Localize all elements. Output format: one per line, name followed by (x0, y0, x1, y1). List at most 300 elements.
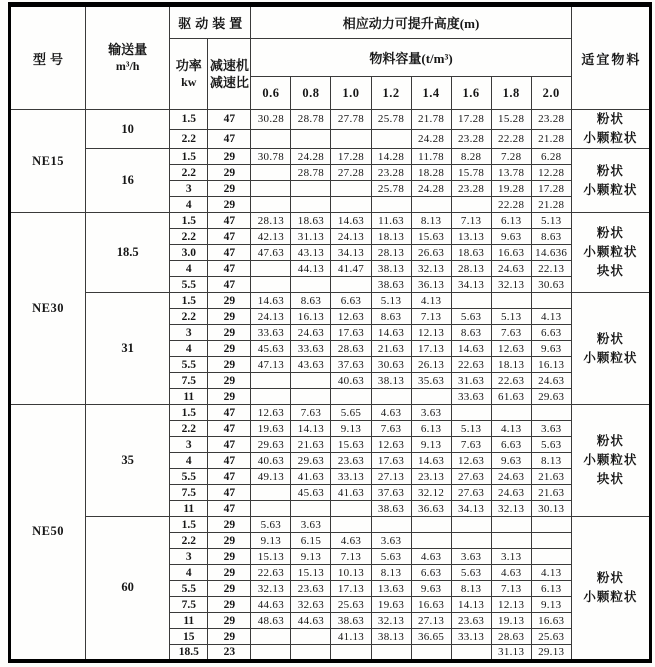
height-cell (251, 645, 291, 661)
height-cell: 14.63 (411, 453, 451, 469)
height-cell: 44.63 (291, 613, 331, 629)
height-cell: 23.28 (451, 181, 491, 197)
height-cell (331, 645, 371, 661)
height-cell: 11.63 (371, 213, 411, 229)
height-cell: 36.63 (411, 501, 451, 517)
height-cell: 41.13 (331, 629, 371, 645)
height-cell: 41.63 (291, 469, 331, 485)
height-cell: 31.63 (451, 373, 491, 389)
ratio-cell: 29 (208, 629, 251, 645)
table-row (10, 213, 651, 229)
height-cell: 61.63 (491, 389, 531, 405)
density-col-1.0: 1.0 (331, 77, 371, 110)
height-cell: 25.63 (531, 629, 571, 645)
ratio-cell: 29 (208, 165, 251, 181)
height-cell: 33.13 (451, 629, 491, 645)
height-cell: 4.13 (531, 565, 571, 581)
height-cell: 23.28 (451, 129, 491, 149)
model-cell: NE15 (10, 110, 86, 213)
ratio-cell: 29 (208, 309, 251, 325)
power-cell: 4 (170, 197, 208, 213)
height-cell: 26.13 (411, 357, 451, 373)
height-cell (411, 197, 451, 213)
height-cell: 14.28 (371, 149, 411, 165)
height-cell (371, 389, 411, 405)
ratio-cell: 47 (208, 245, 251, 261)
material-cell (571, 110, 650, 149)
height-cell: 19.13 (491, 613, 531, 629)
height-cell (251, 485, 291, 501)
power-cell: 4 (170, 261, 208, 277)
height-cell: 5.63 (451, 565, 491, 581)
height-cell (491, 517, 531, 533)
height-cell: 16.13 (531, 357, 571, 373)
height-cell: 24.63 (491, 469, 531, 485)
table-row (10, 405, 651, 421)
height-cell: 12.13 (491, 597, 531, 613)
height-cell: 14.13 (451, 597, 491, 613)
ratio-cell: 23 (208, 645, 251, 661)
ratio-cell: 29 (208, 357, 251, 373)
height-cell: 24.28 (411, 181, 451, 197)
height-cell: 21.28 (531, 129, 571, 149)
height-cell (251, 181, 291, 197)
height-cell: 25.78 (371, 110, 411, 130)
height-cell: 48.63 (251, 613, 291, 629)
height-cell: 23.63 (291, 581, 331, 597)
height-cell: 18.63 (451, 245, 491, 261)
height-cell: 13.63 (371, 581, 411, 597)
height-cell: 27.28 (331, 165, 371, 181)
height-cell (411, 533, 451, 549)
height-cell: 9.63 (411, 581, 451, 597)
ratio-cell: 29 (208, 613, 251, 629)
height-cell (291, 389, 331, 405)
height-cell: 17.13 (411, 341, 451, 357)
height-cell (411, 389, 451, 405)
ratio-cell: 29 (208, 581, 251, 597)
ratio-cell: 29 (208, 149, 251, 165)
height-cell: 21.63 (371, 341, 411, 357)
height-cell (451, 645, 491, 661)
material-cell (571, 213, 650, 293)
material-line: 小颗粒状 (583, 131, 638, 145)
height-cell: 28.13 (371, 245, 411, 261)
height-cell: 6.63 (491, 437, 531, 453)
table-row (10, 110, 651, 130)
header-reducer-ratio (208, 39, 251, 110)
height-cell: 4.13 (411, 293, 451, 309)
height-cell: 21.63 (531, 485, 571, 501)
density-col-1.6: 1.6 (451, 77, 491, 110)
height-cell: 27.78 (331, 110, 371, 130)
height-cell: 18.63 (291, 213, 331, 229)
height-cell: 15.63 (331, 437, 371, 453)
height-cell: 22.63 (451, 357, 491, 373)
height-cell: 9.63 (491, 229, 531, 245)
height-cell: 17.28 (531, 181, 571, 197)
height-cell (371, 129, 411, 149)
height-cell: 13.13 (451, 229, 491, 245)
height-cell: 41.47 (331, 261, 371, 277)
height-cell: 6.63 (411, 565, 451, 581)
height-cell: 18.13 (371, 229, 411, 245)
height-cell: 27.63 (451, 485, 491, 501)
material-cell (571, 293, 650, 405)
power-cell: 4 (170, 565, 208, 581)
height-cell: 23.63 (331, 453, 371, 469)
height-cell: 9.13 (411, 437, 451, 453)
height-cell: 37.63 (331, 357, 371, 373)
height-cell (451, 293, 491, 309)
power-cell: 5.5 (170, 277, 208, 293)
ratio-cell: 29 (208, 597, 251, 613)
power-cell: 5.5 (170, 469, 208, 485)
ratio-cell: 47 (208, 213, 251, 229)
height-cell (291, 373, 331, 389)
power-cell: 2.2 (170, 229, 208, 245)
height-cell: 35.63 (411, 373, 451, 389)
ratio-cell: 47 (208, 229, 251, 245)
height-cell: 29.63 (531, 389, 571, 405)
height-cell: 12.63 (331, 309, 371, 325)
height-cell: 9.13 (331, 421, 371, 437)
spec-table-body (10, 110, 651, 661)
power-cell: 1.5 (170, 149, 208, 165)
height-cell: 47.13 (251, 357, 291, 373)
height-cell: 5.63 (371, 549, 411, 565)
height-cell: 9.13 (531, 597, 571, 613)
capacity-cell: 31 (86, 293, 170, 405)
height-cell (291, 501, 331, 517)
ratio-cell: 29 (208, 341, 251, 357)
height-cell: 22.28 (491, 197, 531, 213)
height-cell: 3.63 (371, 533, 411, 549)
height-cell: 44.63 (251, 597, 291, 613)
height-cell: 49.13 (251, 469, 291, 485)
height-cell: 16.63 (411, 597, 451, 613)
height-cell (251, 197, 291, 213)
height-cell: 7.13 (491, 581, 531, 597)
height-cell: 8.63 (291, 293, 331, 309)
ratio-cell: 47 (208, 405, 251, 421)
power-cell: 3 (170, 437, 208, 453)
height-cell: 12.63 (371, 437, 411, 453)
height-cell (331, 389, 371, 405)
height-cell: 15.28 (491, 110, 531, 130)
height-cell: 32.13 (491, 501, 531, 517)
height-cell (531, 517, 571, 533)
height-cell: 28.63 (491, 629, 531, 645)
power-cell: 5.5 (170, 357, 208, 373)
height-cell: 17.28 (451, 110, 491, 130)
height-cell: 6.28 (531, 149, 571, 165)
height-cell: 44.13 (291, 261, 331, 277)
height-cell: 16.63 (531, 613, 571, 629)
header-suitable-material: 适宜物料 (571, 5, 650, 110)
height-cell: 4.63 (491, 565, 531, 581)
height-cell (291, 129, 331, 149)
header-capacity (86, 5, 170, 110)
height-cell (251, 629, 291, 645)
height-cell: 38.63 (371, 277, 411, 293)
height-cell: 14.63 (331, 213, 371, 229)
header-drive-unit: 驱动装置 (170, 5, 251, 39)
header-model: 型号 (10, 5, 86, 110)
material-cell (571, 149, 650, 213)
height-cell: 38.63 (371, 501, 411, 517)
power-cell: 3 (170, 325, 208, 341)
table-row (10, 293, 651, 309)
height-cell: 5.13 (451, 421, 491, 437)
power-cell: 2.2 (170, 165, 208, 181)
height-cell (491, 533, 531, 549)
height-cell: 30.78 (251, 149, 291, 165)
model-cell: NE30 (10, 213, 86, 405)
height-cell: 28.13 (451, 261, 491, 277)
material-line: 粉状 (596, 434, 624, 448)
height-cell: 12.63 (251, 405, 291, 421)
height-cell: 9.13 (291, 549, 331, 565)
height-cell: 21.28 (531, 197, 571, 213)
height-cell: 25.63 (331, 597, 371, 613)
power-cell: 7.5 (170, 373, 208, 389)
height-cell: 6.15 (291, 533, 331, 549)
height-cell: 25.78 (371, 181, 411, 197)
height-cell: 32.63 (291, 597, 331, 613)
height-cell: 9.63 (491, 453, 531, 469)
height-cell: 8.63 (371, 309, 411, 325)
height-cell: 6.13 (411, 421, 451, 437)
height-cell: 6.13 (531, 581, 571, 597)
material-line: 小颗粒状 (583, 182, 638, 197)
material-line: 小颗粒状 (583, 589, 638, 604)
height-cell (251, 129, 291, 149)
height-cell (411, 645, 451, 661)
height-cell: 33.63 (291, 341, 331, 357)
height-cell (531, 405, 571, 421)
height-cell: 30.13 (531, 501, 571, 517)
height-cell: 29.63 (291, 453, 331, 469)
height-cell (531, 293, 571, 309)
height-cell: 12.28 (531, 165, 571, 181)
height-cell: 36.65 (411, 629, 451, 645)
height-cell: 4.13 (531, 309, 571, 325)
capacity-cell: 60 (86, 517, 170, 661)
height-cell: 42.13 (251, 229, 291, 245)
material-line: 小颗粒状 (583, 245, 638, 259)
ratio-cell: 47 (208, 129, 251, 149)
header-reducer-label-2: 减速比 (209, 75, 249, 90)
height-cell (291, 181, 331, 197)
height-cell: 27.63 (451, 469, 491, 485)
table-row (10, 149, 651, 165)
height-cell: 37.63 (371, 485, 411, 501)
elevator-spec-table (8, 2, 652, 663)
header-capacity-unit: m³/h (115, 59, 140, 73)
height-cell: 5.63 (251, 517, 291, 533)
ratio-cell: 47 (208, 110, 251, 130)
height-cell: 7.13 (411, 309, 451, 325)
height-cell: 15.63 (411, 229, 451, 245)
height-cell (251, 277, 291, 293)
header-bulk-density: 物料容量(t/m³) (251, 39, 571, 77)
height-cell: 14.63 (371, 325, 411, 341)
height-cell (531, 533, 571, 549)
height-cell (291, 197, 331, 213)
material-line: 粉状 (596, 112, 624, 126)
height-cell: 19.28 (491, 181, 531, 197)
height-cell: 22.28 (491, 129, 531, 149)
height-cell: 24.28 (411, 129, 451, 149)
height-cell (251, 165, 291, 181)
height-cell: 12.63 (451, 453, 491, 469)
height-cell: 38.13 (371, 261, 411, 277)
density-col-1.2: 1.2 (371, 77, 411, 110)
height-cell: 15.13 (251, 549, 291, 565)
height-cell: 8.63 (451, 325, 491, 341)
ratio-cell: 29 (208, 549, 251, 565)
height-cell: 22.63 (491, 373, 531, 389)
material-cell (571, 405, 650, 517)
power-cell: 5.5 (170, 581, 208, 597)
material-line: 块状 (596, 264, 624, 278)
height-cell: 14.13 (291, 421, 331, 437)
power-cell: 4 (170, 453, 208, 469)
height-cell: 34.13 (451, 501, 491, 517)
height-cell: 28.78 (291, 165, 331, 181)
height-cell: 18.28 (411, 165, 451, 181)
height-cell (531, 549, 571, 565)
height-cell: 17.13 (331, 581, 371, 597)
height-cell: 8.13 (371, 565, 411, 581)
material-line: 块状 (596, 472, 624, 486)
height-cell: 4.63 (371, 405, 411, 421)
power-cell: 1.5 (170, 405, 208, 421)
height-cell: 38.13 (371, 629, 411, 645)
height-cell: 27.13 (411, 613, 451, 629)
height-cell: 3.63 (531, 421, 571, 437)
material-line: 粉状 (596, 570, 624, 585)
height-cell: 18.13 (491, 357, 531, 373)
height-cell: 24.63 (491, 261, 531, 277)
capacity-cell: 35 (86, 405, 170, 517)
height-cell: 24.63 (531, 373, 571, 389)
height-cell: 6.13 (491, 213, 531, 229)
height-cell: 8.28 (451, 149, 491, 165)
height-cell: 17.63 (331, 325, 371, 341)
height-cell: 8.13 (411, 213, 451, 229)
height-cell: 32.13 (251, 581, 291, 597)
table-row (10, 517, 651, 533)
height-cell: 34.13 (331, 245, 371, 261)
height-cell: 24.13 (251, 309, 291, 325)
material-line: 小颗粒状 (583, 453, 638, 467)
height-cell: 19.63 (371, 597, 411, 613)
power-cell: 1.5 (170, 110, 208, 130)
height-cell: 6.63 (531, 325, 571, 341)
height-cell (291, 277, 331, 293)
height-cell: 6.63 (331, 293, 371, 309)
density-col-1.8: 1.8 (491, 77, 531, 110)
header-reducer-label-1: 减速机 (209, 58, 249, 73)
power-cell: 2.2 (170, 421, 208, 437)
ratio-cell: 47 (208, 453, 251, 469)
height-cell: 14.63 (451, 341, 491, 357)
height-cell: 21.78 (411, 110, 451, 130)
height-cell: 28.78 (291, 110, 331, 130)
height-cell: 4.13 (491, 421, 531, 437)
material-line: 小颗粒状 (583, 350, 638, 365)
height-cell: 21.63 (531, 469, 571, 485)
height-cell: 8.63 (531, 229, 571, 245)
height-cell: 33.63 (251, 325, 291, 341)
height-cell (251, 501, 291, 517)
height-cell: 9.63 (531, 341, 571, 357)
height-cell (291, 629, 331, 645)
capacity-cell: 18.5 (86, 213, 170, 293)
height-cell: 5.13 (531, 213, 571, 229)
density-col-2.0: 2.0 (531, 77, 571, 110)
height-cell: 23.28 (371, 165, 411, 181)
height-cell: 21.63 (291, 437, 331, 453)
height-cell: 7.63 (491, 325, 531, 341)
height-cell: 3.63 (451, 549, 491, 565)
height-cell (291, 645, 331, 661)
height-cell: 32.13 (411, 261, 451, 277)
height-cell: 23.28 (531, 110, 571, 130)
height-cell (331, 181, 371, 197)
height-cell (251, 389, 291, 405)
height-cell: 17.63 (371, 453, 411, 469)
height-cell (451, 533, 491, 549)
height-cell: 9.13 (251, 533, 291, 549)
power-cell: 2.2 (170, 129, 208, 149)
height-cell: 45.63 (251, 341, 291, 357)
height-cell: 47.63 (251, 245, 291, 261)
density-col-0.8: 0.8 (291, 77, 331, 110)
height-cell: 5.63 (531, 437, 571, 453)
height-cell: 32.13 (371, 613, 411, 629)
height-cell: 28.13 (251, 213, 291, 229)
height-cell (371, 645, 411, 661)
density-col-1.4: 1.4 (411, 77, 451, 110)
ratio-cell: 47 (208, 437, 251, 453)
height-cell: 17.28 (331, 149, 371, 165)
height-cell: 33.13 (331, 469, 371, 485)
ratio-cell: 29 (208, 565, 251, 581)
ratio-cell: 29 (208, 293, 251, 309)
height-cell: 15.13 (291, 565, 331, 581)
header-capacity-label: 输送量 (108, 42, 148, 57)
height-cell (491, 405, 531, 421)
power-cell: 1.5 (170, 517, 208, 533)
height-cell (371, 517, 411, 533)
height-cell: 43.13 (291, 245, 331, 261)
height-cell (491, 293, 531, 309)
height-cell (411, 517, 451, 533)
height-cell: 23.13 (411, 469, 451, 485)
height-cell (331, 501, 371, 517)
height-cell: 40.63 (251, 453, 291, 469)
height-cell: 7.13 (331, 549, 371, 565)
height-cell: 38.13 (371, 373, 411, 389)
header-power (170, 39, 208, 110)
height-cell: 30.28 (251, 110, 291, 130)
power-cell: 11 (170, 501, 208, 517)
height-cell: 36.13 (411, 277, 451, 293)
height-cell: 16.63 (491, 245, 531, 261)
